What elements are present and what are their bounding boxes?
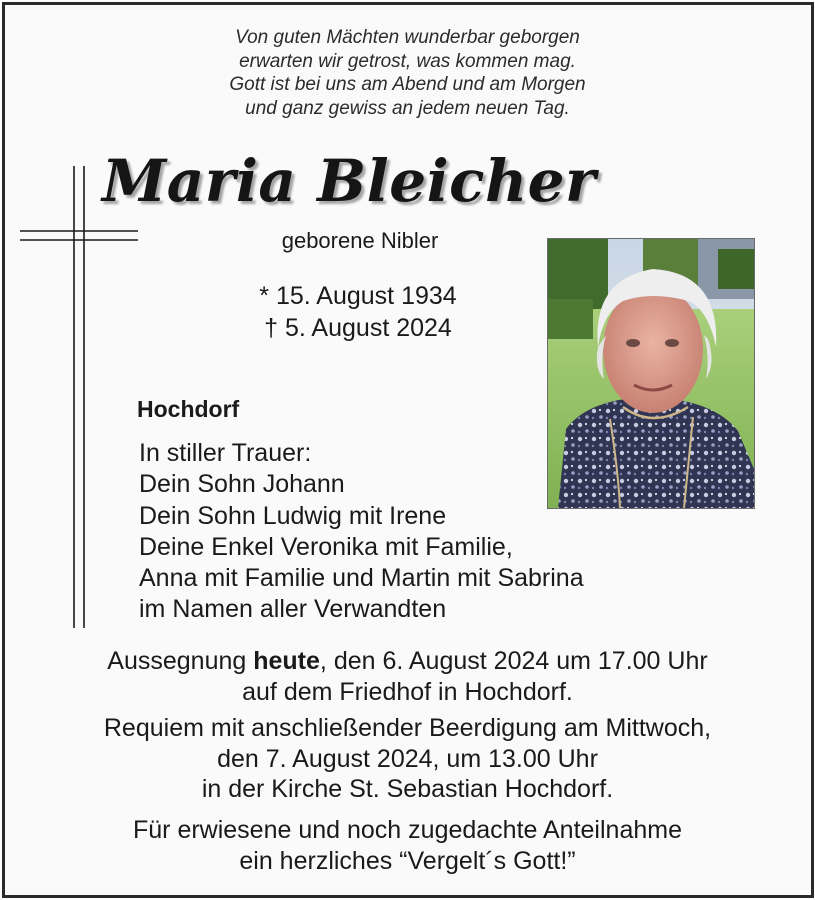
place: Hochdorf — [137, 396, 240, 422]
mourner-line: Deine Enkel Veronika mit Familie, — [139, 532, 513, 561]
blessing-line — [0, 646, 815, 677]
blessing-day: heute — [253, 647, 320, 675]
thanks-line: ein herzliches “Vergelt´s Gott!” — [239, 846, 576, 875]
poem-line: Von guten Mächten wunderbar geborgen — [235, 27, 580, 48]
requiem-line: Requiem mit anschließender Beerdigung am Mittwoch, — [103, 714, 712, 742]
mourner-line: im Namen aller Verwandten — [139, 595, 447, 624]
deceased-name: Maria Bleicher — [102, 147, 597, 215]
poem-line: Gott ist bei uns am Abend und am Morgen — [229, 74, 586, 95]
requiem-info — [0, 713, 815, 805]
blessing-info — [0, 646, 815, 707]
life-dates — [259, 280, 456, 344]
mourner-line: Dein Sohn Ludwig mit Irene — [139, 501, 447, 530]
birth-date: * 15. August 1934 — [259, 282, 457, 310]
blessing-suffix: , den 6. August 2024 um 17.00 Uhr — [319, 647, 708, 675]
thanks-note — [0, 815, 815, 876]
mourner-line: Dein Sohn Johann — [139, 470, 345, 499]
requiem-line: den 7. August 2024, um 13.00 Uhr — [217, 744, 598, 773]
death-date: † 5. August 2024 — [264, 314, 452, 342]
maiden-name: geborene Nibler — [281, 228, 439, 253]
blessing-location: auf dem Friedhof in Hochdorf. — [242, 677, 573, 706]
blessing-prefix: Aussegnung — [107, 647, 254, 675]
poem-line: und ganz gewiss an jedem neuen Tag. — [245, 97, 570, 119]
mourner-line: In stiller Trauer: — [139, 439, 312, 467]
poem — [0, 26, 815, 120]
mourners-list — [139, 438, 584, 626]
requiem-line: in der Kirche St. Sebastian Hochdorf. — [201, 775, 614, 803]
mourner-line: Anna mit Familie und Martin mit Sabrina — [139, 564, 584, 593]
thanks-line: Für erwiesene und noch zugedachte Anteilnahme — [133, 816, 682, 844]
poem-line: erwarten wir getrost, was kommen mag. — [239, 50, 576, 72]
